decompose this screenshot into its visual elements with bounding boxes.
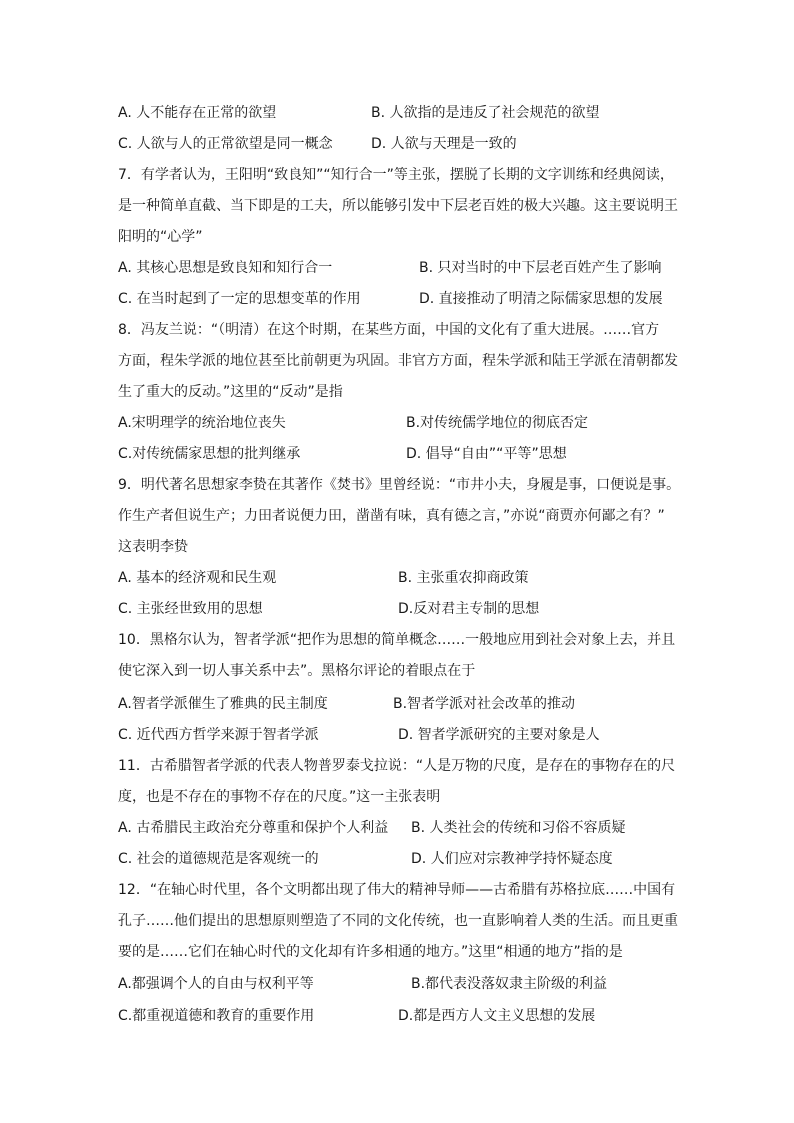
q6-option-d: D. 人欲与天理是一致的 — [371, 136, 517, 152]
q7-option-d: D. 直接推动了明清之际儒家思想的发展 — [419, 291, 663, 307]
q10-option-d: D. 智者学派研究的主要对象是人 — [398, 727, 600, 743]
q7-stem-line-1: 7．有学者认为，王阳明“致良知”“知行合一”等主张，摆脱了长期的文字训练和经典阅读， — [118, 167, 674, 183]
q9-option-a: A. 基本的经济观和民生观 — [118, 570, 277, 586]
q9-option-b: B. 主张重农抑商政策 — [398, 570, 529, 586]
q6-option-a: A. 人不能存在正常的欲望 — [118, 105, 277, 121]
q11-stem-line-2: 度，也是不存在的事物不存在的尺度。”这一主张表明 — [118, 789, 441, 805]
q12-stem-line-2: 孔子……他们提出的思想原则塑造了不同的文化传统，也一直影响着人类的生活。而且更重 — [118, 913, 678, 929]
q12-stem-line-1: 12．“在轴心时代里，各个文明都出现了伟大的精神导师——古希腊有苏格拉底……中国有 — [118, 882, 676, 898]
q6-option-b: B. 人欲指的是违反了社会规范的欲望 — [371, 105, 600, 121]
q9-option-c: C. 主张经世致用的思想 — [118, 601, 263, 617]
q9-stem-line-3: 这表明李贽 — [118, 539, 188, 555]
q12-option-d: D.都是西方人文主义思想的发展 — [398, 1008, 596, 1024]
q9-option-d: D.反对君主专制的思想 — [398, 601, 540, 617]
q8-stem-line-1: 8．冯友兰说：“（明清）在这个时期，在某些方面，中国的文化有了重大进展。……官方 — [118, 322, 660, 338]
q8-stem-line-2: 方面，程朱学派的地位甚至比前朝更为巩固。非官方方面，程朱学派和陆王学派在清朝都发 — [118, 353, 678, 369]
q7-option-b: B. 只对当时的中下层老百姓产生了影响 — [419, 260, 662, 276]
q7-option-a: A. 其核心思想是致良知和知行合一 — [118, 260, 333, 276]
q7-stem-line-3: 阳明的“心学” — [118, 229, 203, 245]
q11-option-c: C. 社会的道德规范是客观统一的 — [118, 851, 319, 867]
q11-stem-line-1: 11．古希腊智者学派的代表人物普罗泰戈拉说：“人是万物的尺度，是存在的事物存在的尺 — [118, 758, 676, 774]
q8-option-a: A.宋明理学的统治地位丧失 — [118, 415, 286, 431]
q10-option-c: C. 近代西方哲学来源于智者学派 — [118, 727, 319, 743]
q7-option-c: C. 在当时起到了一定的思想变革的作用 — [118, 291, 361, 307]
q10-stem-line-1: 10．黑格尔认为，智者学派“把作为思想的简单概念……一般地应用到社会对象上去，并且 — [118, 632, 676, 648]
q10-option-a: A.智者学派催生了雅典的民主制度 — [118, 696, 328, 712]
q12-option-c: C.都重视道德和教育的重要作用 — [118, 1008, 315, 1024]
q12-option-a: A.都强调个人的自由与权利平等 — [118, 976, 314, 992]
q9-stem-line-2: 作生产者但说生产；力田者说便力田，凿凿有味，真有德之言，”亦说“商贾亦何鄙之有？” — [118, 508, 665, 524]
q8-option-b: B.对传统儒学地位的彻底否定 — [406, 415, 589, 431]
q8-option-d: D. 倡导“自由”“平等”思想 — [406, 446, 567, 462]
q10-option-b: B.智者学派对社会改革的推动 — [393, 696, 576, 712]
q8-stem-line-3: 生了重大的反动。”这里的“反动”是指 — [118, 384, 343, 400]
q11-option-a: A. 古希腊民主政治充分尊重和保护个人利益 — [118, 820, 389, 836]
q10-stem-line-2: 使它深入到一切人事关系中去”。黑格尔评论的着眼点在于 — [118, 663, 476, 679]
q8-option-c: C.对传统儒家思想的批判继承 — [118, 446, 301, 462]
q11-option-b: B. 人类社会的传统和习俗不容质疑 — [411, 820, 626, 836]
q9-stem-line-1: 9．明代著名思想家李贽在其著作《焚书》里曾经说：“市井小夫，身履是事，口便说是事。 — [118, 477, 681, 493]
q7-stem-line-2: 是一种简单直截、当下即是的工夫，所以能够引发中下层老百姓的极大兴趣。这主要说明王 — [118, 198, 678, 214]
q12-stem-line-3: 要的是……它们在轴心时代的文化却有许多相通的地方。”这里“相通的地方”指的是 — [118, 944, 623, 960]
q6-option-c: C. 人欲与人的正常欲望是同一概念 — [118, 136, 333, 152]
q11-option-d: D. 人们应对宗教神学持怀疑态度 — [411, 851, 613, 867]
q12-option-b: B.都代表没落奴隶主阶级的利益 — [411, 976, 608, 992]
